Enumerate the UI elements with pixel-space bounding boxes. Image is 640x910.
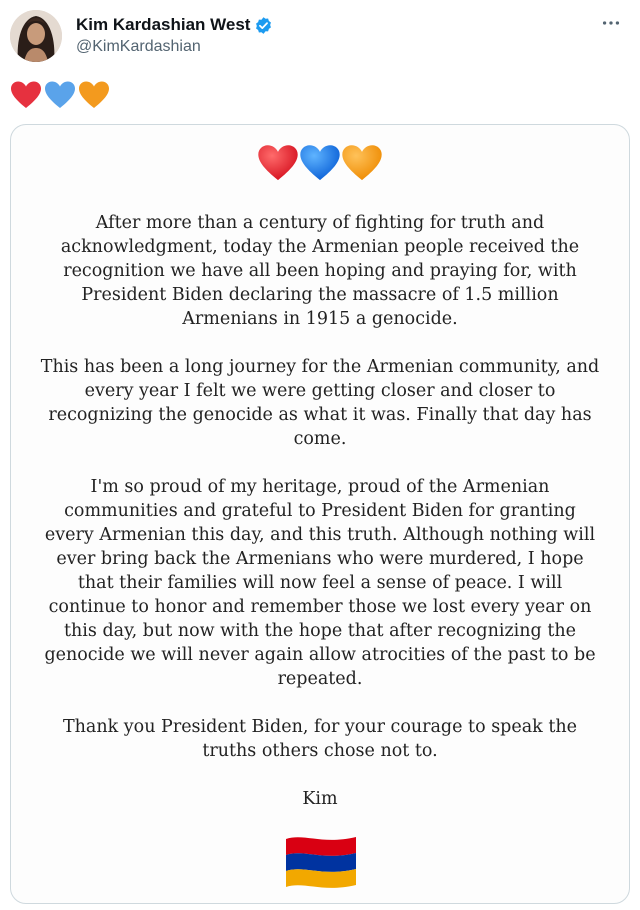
red-heart-icon [257, 143, 299, 183]
author-info [76, 14, 273, 56]
tweet-emoji-text [10, 80, 110, 110]
avatar[interactable] [10, 10, 62, 62]
blue-heart-icon [299, 143, 341, 183]
statement-paragraph: Thank you President Biden, for your courage to speak the truths others chose not to. [62, 717, 577, 761]
avatar-photo-icon [10, 10, 62, 62]
statement-text [39, 211, 601, 811]
armenia-flag-icon [284, 833, 358, 891]
verified-badge-icon [254, 16, 273, 35]
tweet-image-card[interactable] [10, 124, 630, 904]
statement-paragraph: After more than a century of fighting for truth and acknowledgment, today the Armenian people received the recognition we have all been hoping and praying for, with President Biden declaring the massacre of 1.5 million Armenians in 1915 a genocide. [60, 213, 580, 329]
ellipsis-icon[interactable] [600, 12, 622, 34]
statement-paragraph: This has been a long journey for the Armenian community, and every year I felt we were getting closer and closer to recognizing the genocide as what it was. Finally that day has come. [40, 357, 600, 449]
orange-heart-icon [78, 80, 110, 110]
red-heart-icon [10, 80, 42, 110]
tweet-header [10, 10, 630, 62]
user-handle[interactable]: @KimKardashian [76, 38, 201, 55]
signature: Kim [302, 789, 338, 809]
blue-heart-icon [44, 80, 76, 110]
display-name[interactable]: Kim Kardashian West [76, 15, 251, 34]
statement-paragraph: I'm so proud of my heritage, proud of the Armenian communities and grateful to President Biden for granting every Armenian this day, and this truth. Although nothing will ever bring back the Armenians who were murdered, I hope that their families will now feel a sense of peace. I will continue to honor and remember those we lost every year on this day, but now with the hope that after recognizing the genocide we will never again allow atrocities of the past to be repeated. [44, 477, 596, 689]
orange-heart-icon [341, 143, 383, 183]
card-emoji-row [11, 143, 629, 183]
